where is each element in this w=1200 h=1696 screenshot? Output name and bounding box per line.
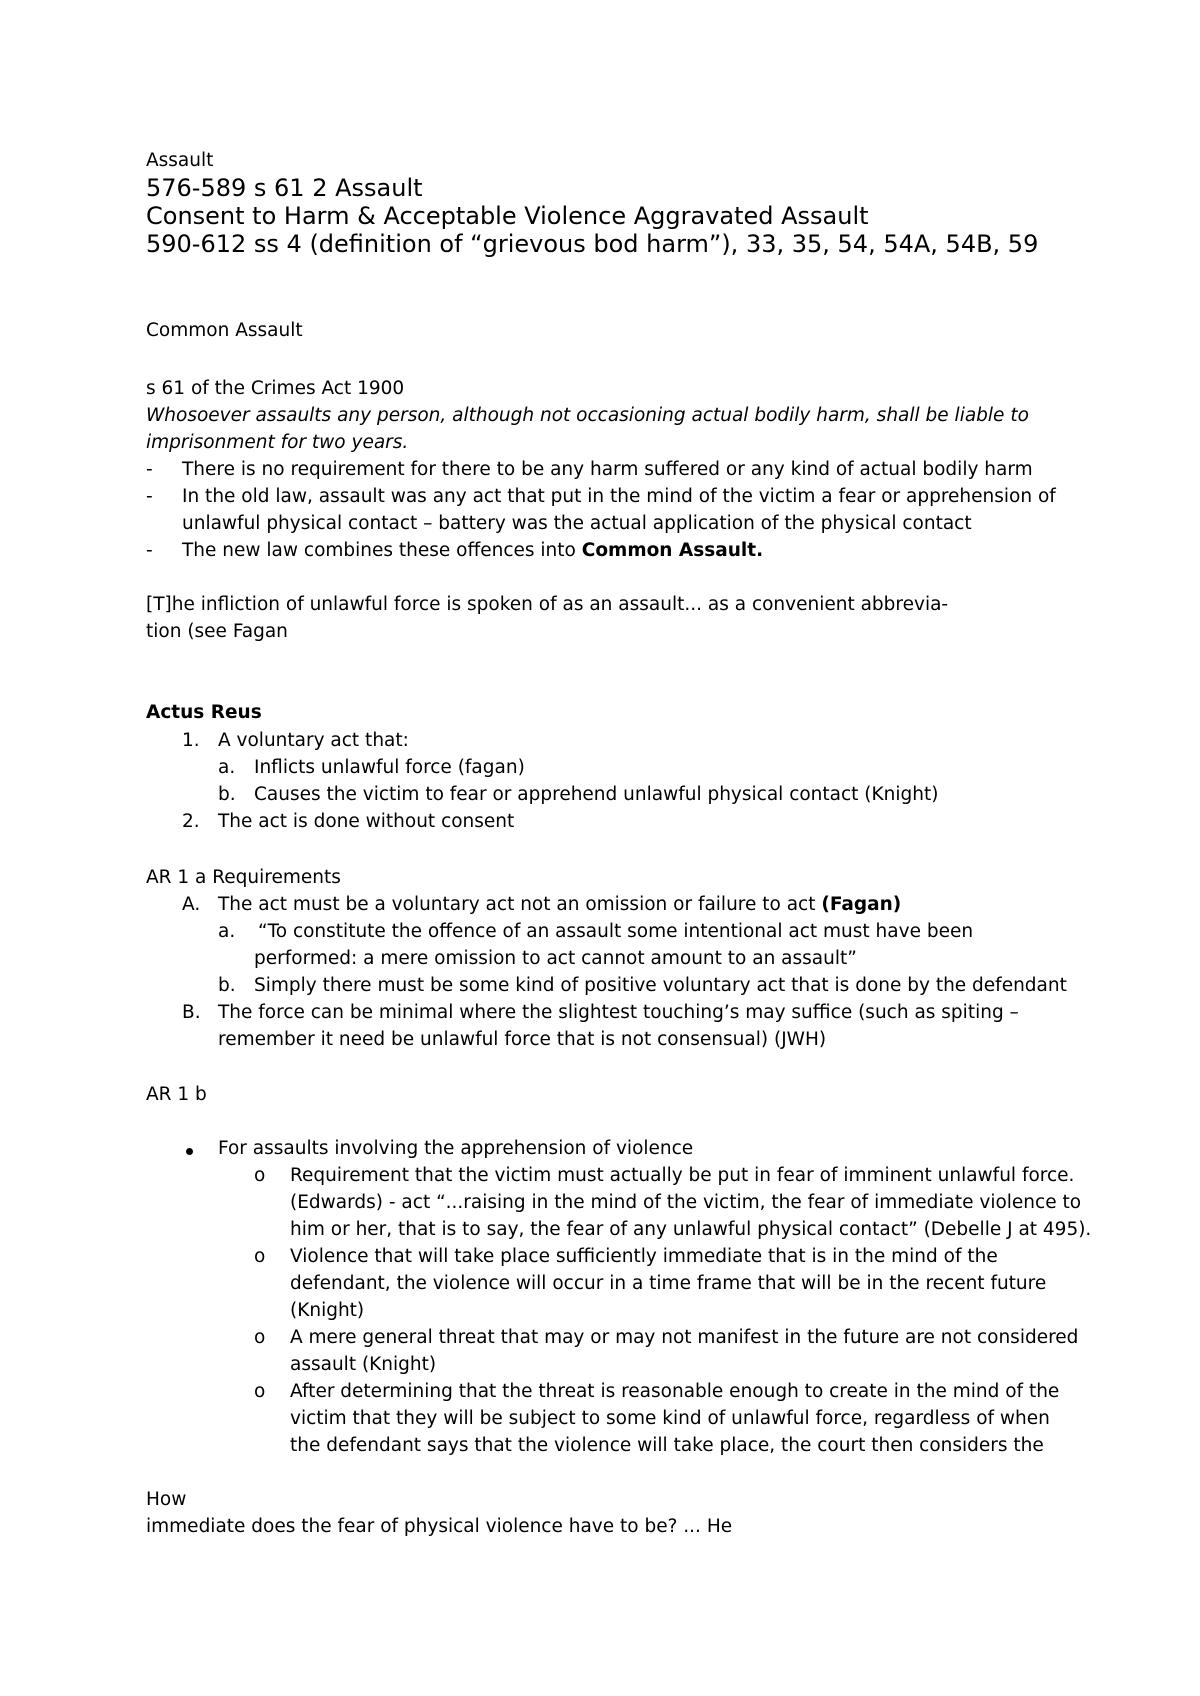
fagan-citation: (Fagan) bbox=[821, 894, 902, 915]
statute-quote-line-2: imprisonment for two years. bbox=[146, 432, 409, 453]
ar1b-sub-2-line-2: defendant, the violence will occur in a time frame that will be in the recent future bbox=[290, 1273, 1047, 1294]
tail-line-2: immediate does the fear of physical violence have to be? ... He bbox=[146, 1516, 733, 1537]
ar1a-item-a-line-1: “To constitute the offence of an assault some intentional act must have been bbox=[258, 921, 974, 942]
dash-marker: - bbox=[146, 540, 153, 561]
list-letter: a. bbox=[218, 921, 236, 942]
ar1b-sub-1-line-1: Requirement that the victim must actually be put in fear of imminent unlawful force. bbox=[290, 1165, 1075, 1186]
list-letter: a. bbox=[218, 757, 236, 778]
dash-item-2-line-1: In the old law, assault was any act that put in the mind of the victim a fear or apprehension of bbox=[182, 486, 1056, 507]
section-heading-common-assault: Common Assault bbox=[146, 320, 303, 341]
ar1b-sub-4-line-3: the defendant says that the violence will take place, the court then considers the bbox=[290, 1435, 1044, 1456]
ar1a-item-a-line-2: performed: a mere omission to act cannot amount to an assault” bbox=[254, 948, 857, 969]
doc-title: Assault bbox=[146, 150, 214, 171]
paragraph-line-1: [T]he infliction of unlawful force is spoken of as an assault... as a convenient abbrevia- bbox=[146, 594, 949, 615]
list-letter: b. bbox=[218, 784, 236, 805]
list-item-1b: Causes the victim to fear or apprehend unlawful physical contact (Knight) bbox=[254, 784, 939, 805]
list-letter: A. bbox=[182, 894, 201, 915]
list-item-1a: Inflicts unlawful force (fagan) bbox=[254, 757, 525, 778]
list-letter: b. bbox=[218, 975, 236, 996]
dash-item-1: There is no requirement for there to be any harm suffered or any kind of actual bodily harm bbox=[182, 459, 1033, 480]
ar1a-item-b: Simply there must be some kind of positive voluntary act that is done by the defendant bbox=[254, 975, 1067, 996]
common-assault-term: Common Assault. bbox=[581, 540, 764, 561]
ar1a-item-B-line-1: The force can be minimal where the slightest touching’s may suffice (such as spiting – bbox=[218, 1002, 1019, 1023]
ar1a-item-B-line-2: remember it need be unlawful force that is not consensual) (JWH) bbox=[218, 1029, 827, 1050]
list-number: 1. bbox=[182, 730, 200, 751]
ar1b-sub-3-line-1: A mere general threat that may or may not manifest in the future are not considered bbox=[290, 1327, 1079, 1348]
list-letter: B. bbox=[182, 1002, 201, 1023]
dash-item-3 bbox=[182, 540, 763, 561]
heading-line-1: 576-589 s 61 2 Assault bbox=[146, 174, 423, 202]
section-heading-actus-reus: Actus Reus bbox=[146, 702, 262, 723]
sub-bullet-marker: o bbox=[254, 1246, 266, 1267]
ar1a-item-A-text: The act must be a voluntary act not an omission or failure to act bbox=[218, 894, 822, 915]
section-heading-ar1b: AR 1 b bbox=[146, 1084, 207, 1105]
statute-quote-line-1: Whosoever assaults any person, although not occasioning actual bodily harm, shall be liable to bbox=[146, 405, 1029, 426]
ar1b-sub-4-line-2: victim that they will be subject to some kind of unlawful force, regardless of when bbox=[290, 1408, 1050, 1429]
ar1b-sub-3-line-2: assault (Knight) bbox=[290, 1354, 437, 1375]
section-heading-ar1a: AR 1 a Requirements bbox=[146, 867, 341, 888]
ar1b-sub-2-line-3: (Knight) bbox=[290, 1300, 365, 1321]
sub-bullet-marker: o bbox=[254, 1165, 266, 1186]
list-number: 2. bbox=[182, 811, 200, 832]
ar1a-item-A bbox=[218, 894, 901, 915]
list-item-2: The act is done without consent bbox=[218, 811, 515, 832]
sub-bullet-marker: o bbox=[254, 1381, 266, 1402]
ar1b-sub-4-line-1: After determining that the threat is reasonable enough to create in the mind of the bbox=[290, 1381, 1060, 1402]
dash-marker: - bbox=[146, 486, 153, 507]
heading-line-2: Consent to Harm & Acceptable Violence Aggravated Assault bbox=[146, 202, 869, 230]
bullet-dot-icon bbox=[186, 1148, 193, 1155]
dash-marker: - bbox=[146, 459, 153, 480]
tail-line-1: How bbox=[146, 1489, 187, 1510]
statute-reference: s 61 of the Crimes Act 1900 bbox=[146, 378, 405, 399]
heading-line-3: 590-612 ss 4 (definition of “grievous bod harm”), 33, 35, 54, 54A, 54B, 59 bbox=[146, 230, 1039, 258]
ar1b-bullet: For assaults involving the apprehension of violence bbox=[218, 1138, 694, 1159]
ar1b-sub-1-line-3: him or her, that is to say, the fear of any unlawful physical contact” (Debelle J at 495). bbox=[290, 1219, 1092, 1240]
dash-item-2-line-2: unlawful physical contact – battery was the actual application of the physical contact bbox=[182, 513, 972, 534]
list-item-1: A voluntary act that: bbox=[218, 730, 409, 751]
sub-bullet-marker: o bbox=[254, 1327, 266, 1348]
paragraph-line-2: tion (see Fagan bbox=[146, 621, 288, 642]
ar1b-sub-2-line-1: Violence that will take place sufficiently immediate that is in the mind of the bbox=[290, 1246, 998, 1267]
dash-item-3-text: The new law combines these offences into bbox=[182, 540, 582, 561]
ar1b-sub-1-line-2: (Edwards) - act “...raising in the mind of the victim, the fear of immediate violence to bbox=[290, 1192, 1082, 1213]
